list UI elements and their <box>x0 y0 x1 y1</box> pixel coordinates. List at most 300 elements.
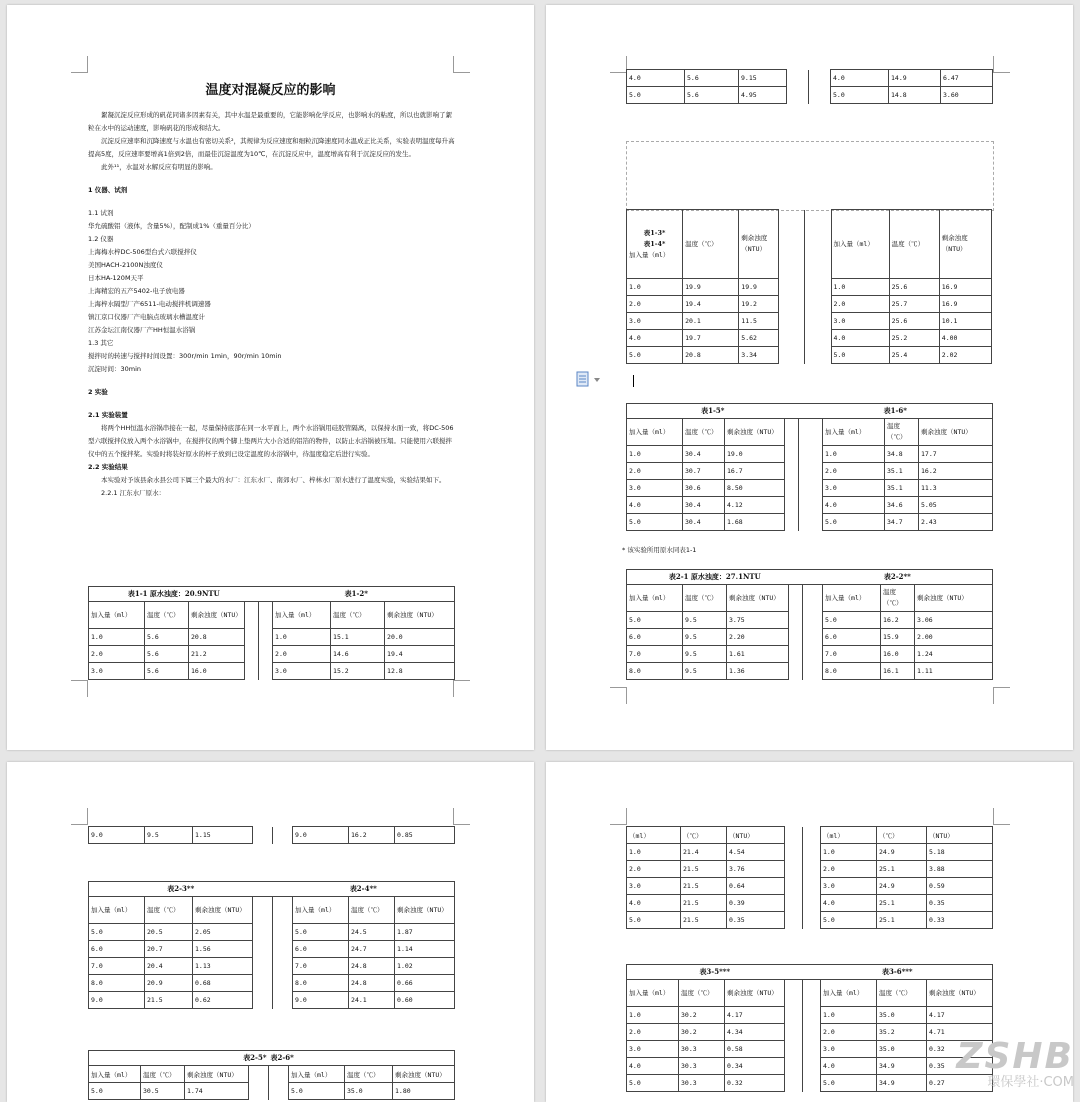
paragraph: 沉淀反应速率和沉降速度与水温也有密切关系²，其规律为反应速度和细粒沉降速度同水温成正比关系，实验表明温度每升高提高5度，反应速率要增高1倍到2倍，而最佳沉淀温度为10℃，在沉淀反应中，温度增高有利于沉淀反应的发生。 <box>88 137 455 158</box>
table-cell: 15.2 <box>331 663 385 680</box>
table-cell: 24.8 <box>349 975 395 992</box>
table-cell: 25.1 <box>877 912 927 929</box>
table-cell: 20.0 <box>385 629 455 646</box>
table-cell: 30.3 <box>679 1075 725 1092</box>
document-icon[interactable] <box>576 371 590 387</box>
table-cell: 4.0 <box>627 330 683 347</box>
table-cell: 15.1 <box>331 629 385 646</box>
table-cell: 15.9 <box>881 629 915 646</box>
table-cell: 24.8 <box>349 958 395 975</box>
table-cell: 6.0 <box>823 629 881 646</box>
table-cell: 6.0 <box>293 941 349 958</box>
table-cell: 5.0 <box>821 912 877 929</box>
table-cell: 5.0 <box>289 1083 345 1100</box>
table-caption: 表2-2** <box>803 570 993 585</box>
column-header: 温度（℃） <box>145 897 193 924</box>
table-cell: 14.6 <box>331 646 385 663</box>
table-cell: 0.32 <box>927 1041 993 1058</box>
table-cell: 3.34 <box>739 347 779 364</box>
column-header: 温度（℃） <box>331 602 385 629</box>
table-cell: 2.02 <box>939 347 991 364</box>
table-cell: 1.68 <box>725 514 785 531</box>
table-footnote: * 该实验所用原水同表1-1 <box>622 546 697 554</box>
table-cell: 5.6 <box>145 646 189 663</box>
table-cell: 5.0 <box>831 347 889 364</box>
table-cell: 5.6 <box>145 629 189 646</box>
table-cell: 1.61 <box>727 646 789 663</box>
column-header: 温度（℃） <box>145 602 189 629</box>
paragraph: 此外¹¹，水温对水解反应有明显的影响。 <box>101 163 217 171</box>
crop-mark <box>71 56 88 73</box>
column-header: 剩余浊度（NTU） <box>725 419 785 446</box>
column-header: 剩余浊度（NTU） <box>725 980 785 1007</box>
table-caption: 表3-5*** <box>627 965 803 980</box>
table-cell: 25.1 <box>877 895 927 912</box>
crop-mark <box>993 687 1010 704</box>
table-caption: 表2-4** <box>273 882 455 897</box>
table-cell: 1.14 <box>395 941 455 958</box>
table-cell: 1.0 <box>821 1007 877 1024</box>
table-cell: 35.1 <box>885 463 919 480</box>
table-cell: 4.0 <box>821 1058 877 1075</box>
table-cell: 30.4 <box>683 497 725 514</box>
table-cell: 0.60 <box>395 992 455 1009</box>
column-header: 加入量（ml） <box>289 1066 345 1083</box>
table-cell: 16.2 <box>919 463 993 480</box>
table-cell: 2.0 <box>89 646 145 663</box>
table-cell: 1.0 <box>627 446 683 463</box>
table-cell: 1.24 <box>915 646 993 663</box>
column-header: 温度（℃） <box>679 980 725 1007</box>
table-cell: 1.02 <box>395 958 455 975</box>
table-cell: 9.5 <box>683 646 727 663</box>
table-cell: 34.6 <box>885 497 919 514</box>
data-table-1-2-cont <box>626 69 993 104</box>
table-cell: 3.76 <box>727 861 785 878</box>
table-cell: 34.8 <box>885 446 919 463</box>
table-cell: 3.0 <box>831 313 889 330</box>
table-cell: 34.9 <box>877 1058 927 1075</box>
empty-frame <box>626 141 994 211</box>
table-cell: 4.0 <box>627 497 683 514</box>
table-cell: 1.0 <box>273 629 331 646</box>
table-cell: 9.0 <box>293 992 349 1009</box>
subsection-heading: 2.1 实验装置 <box>88 411 128 419</box>
table-cell: 21.5 <box>681 861 727 878</box>
table-cell: 1.0 <box>627 844 681 861</box>
column-header: （℃） <box>681 827 727 844</box>
section-heading: 1 仪器、试剂 <box>88 186 128 194</box>
column-header: 剩余浊度（NTU） <box>727 585 789 612</box>
table-cell: 2.0 <box>821 1024 877 1041</box>
column-header: 剩余浊度（NTU） <box>919 419 993 446</box>
table-cell: 34.9 <box>877 1075 927 1092</box>
table-cell: 0.62 <box>193 992 253 1009</box>
crop-mark <box>453 56 470 73</box>
column-header: 加入量（ml） <box>821 980 877 1007</box>
table-cell: 20.7 <box>145 941 193 958</box>
table-cell: 34.7 <box>885 514 919 531</box>
table-cell: 0.59 <box>927 878 993 895</box>
column-header: 剩余浊度（NTU） <box>927 980 993 1007</box>
table-cell: 16.7 <box>725 463 785 480</box>
table-cell: 1.13 <box>193 958 253 975</box>
table-cell: 16.2 <box>349 827 395 844</box>
column-header: （ml） <box>627 827 681 844</box>
table-cell: 4.95 <box>739 87 787 104</box>
column-header: 剩余浊度（NTU） <box>385 602 455 629</box>
document-page-1 <box>7 5 534 750</box>
table-cell: 1.11 <box>915 663 993 680</box>
table-cell: 30.2 <box>679 1024 725 1041</box>
paragraph: 本实验对予该县余水县公司下属三个最大的水厂：江东水厂、南郊水厂、梓林水厂原水进行了温度实验，实验结果如下。 <box>101 476 446 484</box>
table-cell: 0.34 <box>725 1058 785 1075</box>
table-cell: 14.9 <box>889 70 941 87</box>
method-line: 1.1 试剂 <box>88 209 114 217</box>
table-cell: 3.75 <box>727 612 789 629</box>
table-cell: 8.0 <box>89 975 145 992</box>
table-cell: 0.66 <box>395 975 455 992</box>
table-cell: 5.62 <box>739 330 779 347</box>
method-line: 上海精宏的五产5402-电子放电器 <box>88 287 185 295</box>
table-cell: 4.0 <box>627 1058 679 1075</box>
table-cell: 16.0 <box>881 646 915 663</box>
column-header: 剩余浊度（NTU） <box>189 602 245 629</box>
table-cell: 1.74 <box>185 1083 249 1100</box>
column-header: 加入量（ml） <box>627 419 683 446</box>
table-cell: 3.0 <box>821 1041 877 1058</box>
method-line: 华允硫酸铝（液体，含量5%），配制成1%（重量百分比） <box>88 222 255 230</box>
table-cell: 0.64 <box>727 878 785 895</box>
table-cell: 24.9 <box>877 844 927 861</box>
document-page-3 <box>7 762 534 1102</box>
table-cell: 4.00 <box>939 330 991 347</box>
data-table-1-3 <box>626 209 992 364</box>
table-cell: 8.0 <box>293 975 349 992</box>
table-cell: 9.5 <box>683 612 727 629</box>
crop-mark <box>453 680 470 697</box>
column-header: 温度（℃） <box>683 585 727 612</box>
column-header: 温度（℃） <box>683 210 739 279</box>
table-cell: 5.05 <box>919 497 993 514</box>
table-cell: 21.5 <box>681 895 727 912</box>
section-heading: 2 实验 <box>88 388 108 396</box>
table-caption: 表1-2* <box>259 587 455 602</box>
table-cell: 5.0 <box>627 347 683 364</box>
table-cell: 4.71 <box>927 1024 993 1041</box>
table-cell: 4.17 <box>927 1007 993 1024</box>
table-caption: 表1-6* <box>799 404 993 419</box>
column-header: （ml） <box>821 827 877 844</box>
table-cell: 0.33 <box>927 912 993 929</box>
table-cell: 35.0 <box>877 1007 927 1024</box>
table-cell: 3.0 <box>89 663 145 680</box>
table-cell: 2.0 <box>821 861 877 878</box>
data-table-2-5 <box>88 1050 455 1100</box>
table-cell: 3.06 <box>915 612 993 629</box>
column-header: 温度（℃） <box>881 585 915 612</box>
table-cell: 4.12 <box>725 497 785 514</box>
table-cell: 25.4 <box>889 347 939 364</box>
table-cell: 19.2 <box>739 296 779 313</box>
table-cell: 35.0 <box>877 1041 927 1058</box>
table-cell: 9.5 <box>145 827 193 844</box>
column-header: 温度（℃） <box>141 1066 185 1083</box>
data-table-1-1 <box>88 586 455 680</box>
table-cell: 1.0 <box>831 279 889 296</box>
table-cell: 9.0 <box>293 827 349 844</box>
table-cell: 4.0 <box>627 70 685 87</box>
method-line: 江苏金坛江南仪器厂产HH恒温水浴锅 <box>88 326 196 334</box>
table-cell: 21.2 <box>189 646 245 663</box>
table-cell: 8.0 <box>627 663 683 680</box>
table-cell: 19.0 <box>725 446 785 463</box>
table-cell: 19.9 <box>739 279 779 296</box>
method-line: 日本HA-120M天平 <box>88 274 144 282</box>
table-cell: 0.39 <box>727 895 785 912</box>
table-cell: 4.0 <box>831 70 889 87</box>
table-cell: 20.8 <box>189 629 245 646</box>
table-cell: 21.5 <box>681 878 727 895</box>
column-header: （℃） <box>877 827 927 844</box>
column-header: 加入量（ml） <box>273 602 331 629</box>
table-cell: 2.0 <box>627 296 683 313</box>
column-header: （NTU） <box>727 827 785 844</box>
table-cell: 3.0 <box>627 878 681 895</box>
table-cell: 0.68 <box>193 975 253 992</box>
table-cell: 16.9 <box>939 296 991 313</box>
document-title: 温度对混凝反应的影响 <box>205 83 336 98</box>
column-header: 剩余浊度（NTU） <box>739 210 779 279</box>
table-cell: 9.5 <box>683 629 727 646</box>
table-cell: 21.5 <box>145 992 193 1009</box>
table-cell: 5.0 <box>627 1075 679 1092</box>
table-cell: 0.85 <box>395 827 455 844</box>
table-cell: 9.0 <box>89 827 145 844</box>
column-header: 温度（℃） <box>683 419 725 446</box>
text-cursor <box>633 375 634 387</box>
table-cell: 4.17 <box>725 1007 785 1024</box>
column-header: 温度（℃） <box>345 1066 393 1083</box>
table-cell: 30.4 <box>683 446 725 463</box>
data-table-3-5 <box>626 964 993 1092</box>
crop-mark <box>993 808 1010 825</box>
table-cell: 1.0 <box>823 446 885 463</box>
table-cell: 5.0 <box>627 912 681 929</box>
column-header: 剩余浊度（NTU） <box>185 1066 249 1083</box>
table-cell: 4.0 <box>821 895 877 912</box>
table-caption: 表2-5* <box>89 1051 269 1066</box>
column-header: 加入量（ml） <box>629 250 670 259</box>
column-header: 加入量（ml） <box>89 1066 141 1083</box>
method-line: 搅拌时的转速与搅拌时间设置：300r/min 1min，90r/min 10min <box>88 352 282 360</box>
column-header: 温度（℃） <box>349 897 395 924</box>
table-cell: 0.32 <box>725 1075 785 1092</box>
method-line: 沉淀时间：30min <box>88 365 142 373</box>
table-cell: 25.6 <box>889 313 939 330</box>
table-cell: 3.0 <box>627 480 683 497</box>
table-cell: 9.0 <box>89 992 145 1009</box>
table-cell: 2.20 <box>727 629 789 646</box>
table-cell: 5.0 <box>823 514 885 531</box>
site-watermark <box>956 1036 1074 1090</box>
table-cell: 17.7 <box>919 446 993 463</box>
column-header: 温度（℃） <box>889 210 939 279</box>
column-header: 加入量（ml） <box>627 585 683 612</box>
table-cell: 5.6 <box>685 87 739 104</box>
table-cell: 30.3 <box>679 1041 725 1058</box>
column-header: 剩余浊度（NTU） <box>939 210 991 279</box>
column-header: 加入量（ml） <box>823 419 885 446</box>
crop-mark <box>610 808 627 825</box>
table-cell: 35.0 <box>345 1083 393 1100</box>
paragraph: 将两个HH恒温水浴锅串接在一起，尽量保持底部在同一水平面上，两个水浴锅用硅胶管隔离，以保持水面一致，将DC-506型六联搅拌仪放入两个水浴锅中，在搅拌仪的两个脚上垫两片大小合适的铝箔的物件，以防止水浴锅被压塌。只能使用六联搅拌仪中的五个搅拌桨。实验时将装好原水的杯子放到已设定温度的水浴锅中，待温度稳定后进行实验。 <box>88 424 454 458</box>
table-cell: 2.00 <box>915 629 993 646</box>
table-cell: 24.1 <box>349 992 395 1009</box>
table-cell: 4.34 <box>725 1024 785 1041</box>
table-cell: 6.0 <box>627 629 683 646</box>
table-cell: 4.0 <box>627 895 681 912</box>
table-cell: 4.0 <box>823 497 885 514</box>
table-cell: 6.0 <box>89 941 145 958</box>
table-cell: 8.0 <box>823 663 881 680</box>
subsection-heading: 2.2.1 江东水厂原水： <box>101 489 166 497</box>
method-line: 镇江京口仪器厂产电脑点玻璃水槽温度计 <box>88 313 205 321</box>
table-cell: 16.0 <box>189 663 245 680</box>
table-cell: 24.9 <box>877 878 927 895</box>
data-table-2-1 <box>626 569 993 680</box>
table-cell: 1.36 <box>727 663 789 680</box>
table-caption: 表2-1 原水浊度：27.1NTU <box>627 570 803 585</box>
table-cell: 0.35 <box>727 912 785 929</box>
table-cell: 2.0 <box>627 463 683 480</box>
document-page-2 <box>546 5 1073 750</box>
table-cell: 24.5 <box>349 924 395 941</box>
table-caption: 表2-6* <box>269 1051 455 1066</box>
table-cell: 2.0 <box>627 1024 679 1041</box>
table-cell: 2.0 <box>627 861 681 878</box>
table-cell: 1.80 <box>393 1083 455 1100</box>
table-cell: 7.0 <box>293 958 349 975</box>
column-header: 加入量（ml） <box>823 585 881 612</box>
table-cell: 11.3 <box>919 480 993 497</box>
table-cell: 5.6 <box>685 70 739 87</box>
table-cell: 6.47 <box>941 70 993 87</box>
table-cell: 20.8 <box>683 347 739 364</box>
table-cell: 3.0 <box>627 313 683 330</box>
table-cell: 0.58 <box>725 1041 785 1058</box>
table-cell: 5.0 <box>89 924 145 941</box>
table-cell: 19.4 <box>683 296 739 313</box>
table-cell: 3.0 <box>823 480 885 497</box>
table-caption: 表1-5* <box>627 404 799 419</box>
table-cell: 30.3 <box>679 1058 725 1075</box>
crop-mark <box>610 56 627 73</box>
table-cell: 20.5 <box>145 924 193 941</box>
table-cell: 16.2 <box>881 612 915 629</box>
column-header: 加入量（ml） <box>89 897 145 924</box>
table-cell: 35.2 <box>877 1024 927 1041</box>
table-cell: 12.8 <box>385 663 455 680</box>
table-caption: 表1-3* <box>643 228 666 237</box>
column-header: 剩余浊度（NTU） <box>393 1066 455 1083</box>
table-cell: 20.4 <box>145 958 193 975</box>
table-cell: 0.27 <box>927 1075 993 1092</box>
table-cell: 30.2 <box>679 1007 725 1024</box>
table-cell: 16.9 <box>939 279 991 296</box>
method-line: 上海梓水隔型厂产6511-电动搅拌机调速器 <box>88 300 211 308</box>
column-header: 温度（℃） <box>877 980 927 1007</box>
table-cell: 5.0 <box>627 514 683 531</box>
crop-mark <box>610 687 627 704</box>
table-cell: 10.1 <box>939 313 991 330</box>
table-cell: 20.1 <box>683 313 739 330</box>
table-cell: 1.0 <box>627 279 683 296</box>
data-table-3-cont <box>626 826 993 929</box>
table-cell: 20.9 <box>145 975 193 992</box>
column-header: 加入量（ml） <box>89 602 145 629</box>
table-cell: 25.1 <box>877 861 927 878</box>
table-cell: 7.0 <box>627 646 683 663</box>
table-cell: 0.35 <box>927 1058 993 1075</box>
table-cell: 2.05 <box>193 924 253 941</box>
table-cell: 21.4 <box>681 844 727 861</box>
table-cell: 5.0 <box>89 1083 141 1100</box>
table-cell: 2.0 <box>823 463 885 480</box>
column-header: （NTU） <box>927 827 993 844</box>
table-cell: 9.5 <box>683 663 727 680</box>
crop-mark <box>71 680 88 697</box>
table-cell: 14.8 <box>889 87 941 104</box>
paragraph: 絮凝沉淀反应形成的矾花同诸多因素有关，其中水温是最重要的，它能影响化学反应，也影响水的粘度，所以也就影响了絮粒在水中的运动速度，影响矾花的形成和结大。 <box>88 111 452 132</box>
method-line: 1.3 其它 <box>88 339 114 347</box>
column-header: 剩余浊度（NTU） <box>395 897 455 924</box>
document-body <box>88 109 458 500</box>
table-cell: 9.15 <box>739 70 787 87</box>
subsection-heading: 2.2 实验结果 <box>88 463 128 471</box>
table-cell: 30.4 <box>683 514 725 531</box>
table-caption: 表3-6*** <box>803 965 993 980</box>
column-header: 加入量（ml） <box>293 897 349 924</box>
column-header: 剩余浊度（NTU） <box>915 585 993 612</box>
table-row <box>89 827 455 844</box>
table-cell: 1.0 <box>821 844 877 861</box>
table-cell: 16.1 <box>881 663 915 680</box>
table-cell: 7.0 <box>823 646 881 663</box>
table-cell: 30.5 <box>141 1083 185 1100</box>
data-table-2-3 <box>88 881 455 1009</box>
table-cell: 3.0 <box>821 878 877 895</box>
table-cell: 21.5 <box>681 912 727 929</box>
table-cell: 5.0 <box>831 87 889 104</box>
table-cell: 5.0 <box>293 924 349 941</box>
table-cell: 3.0 <box>273 663 331 680</box>
table-cell: 4.0 <box>831 330 889 347</box>
table-cell: 5.0 <box>627 612 683 629</box>
table-cell: 7.0 <box>89 958 145 975</box>
watermark-text: 環保學社·COM <box>987 1075 1074 1090</box>
table-cell: 3.0 <box>627 1041 679 1058</box>
table-caption: 表1-1 原水浊度：20.9NTU <box>89 587 259 602</box>
table-caption: 表2-3** <box>89 882 273 897</box>
watermark-logo: ZSHB <box>956 1036 1074 1077</box>
table-cell: 5.0 <box>823 612 881 629</box>
table-cell: 2.0 <box>831 296 889 313</box>
data-table-1-5 <box>626 403 993 531</box>
table-cell: 1.87 <box>395 924 455 941</box>
table-cell: 19.7 <box>683 330 739 347</box>
data-table-2-2-cont <box>88 826 455 844</box>
